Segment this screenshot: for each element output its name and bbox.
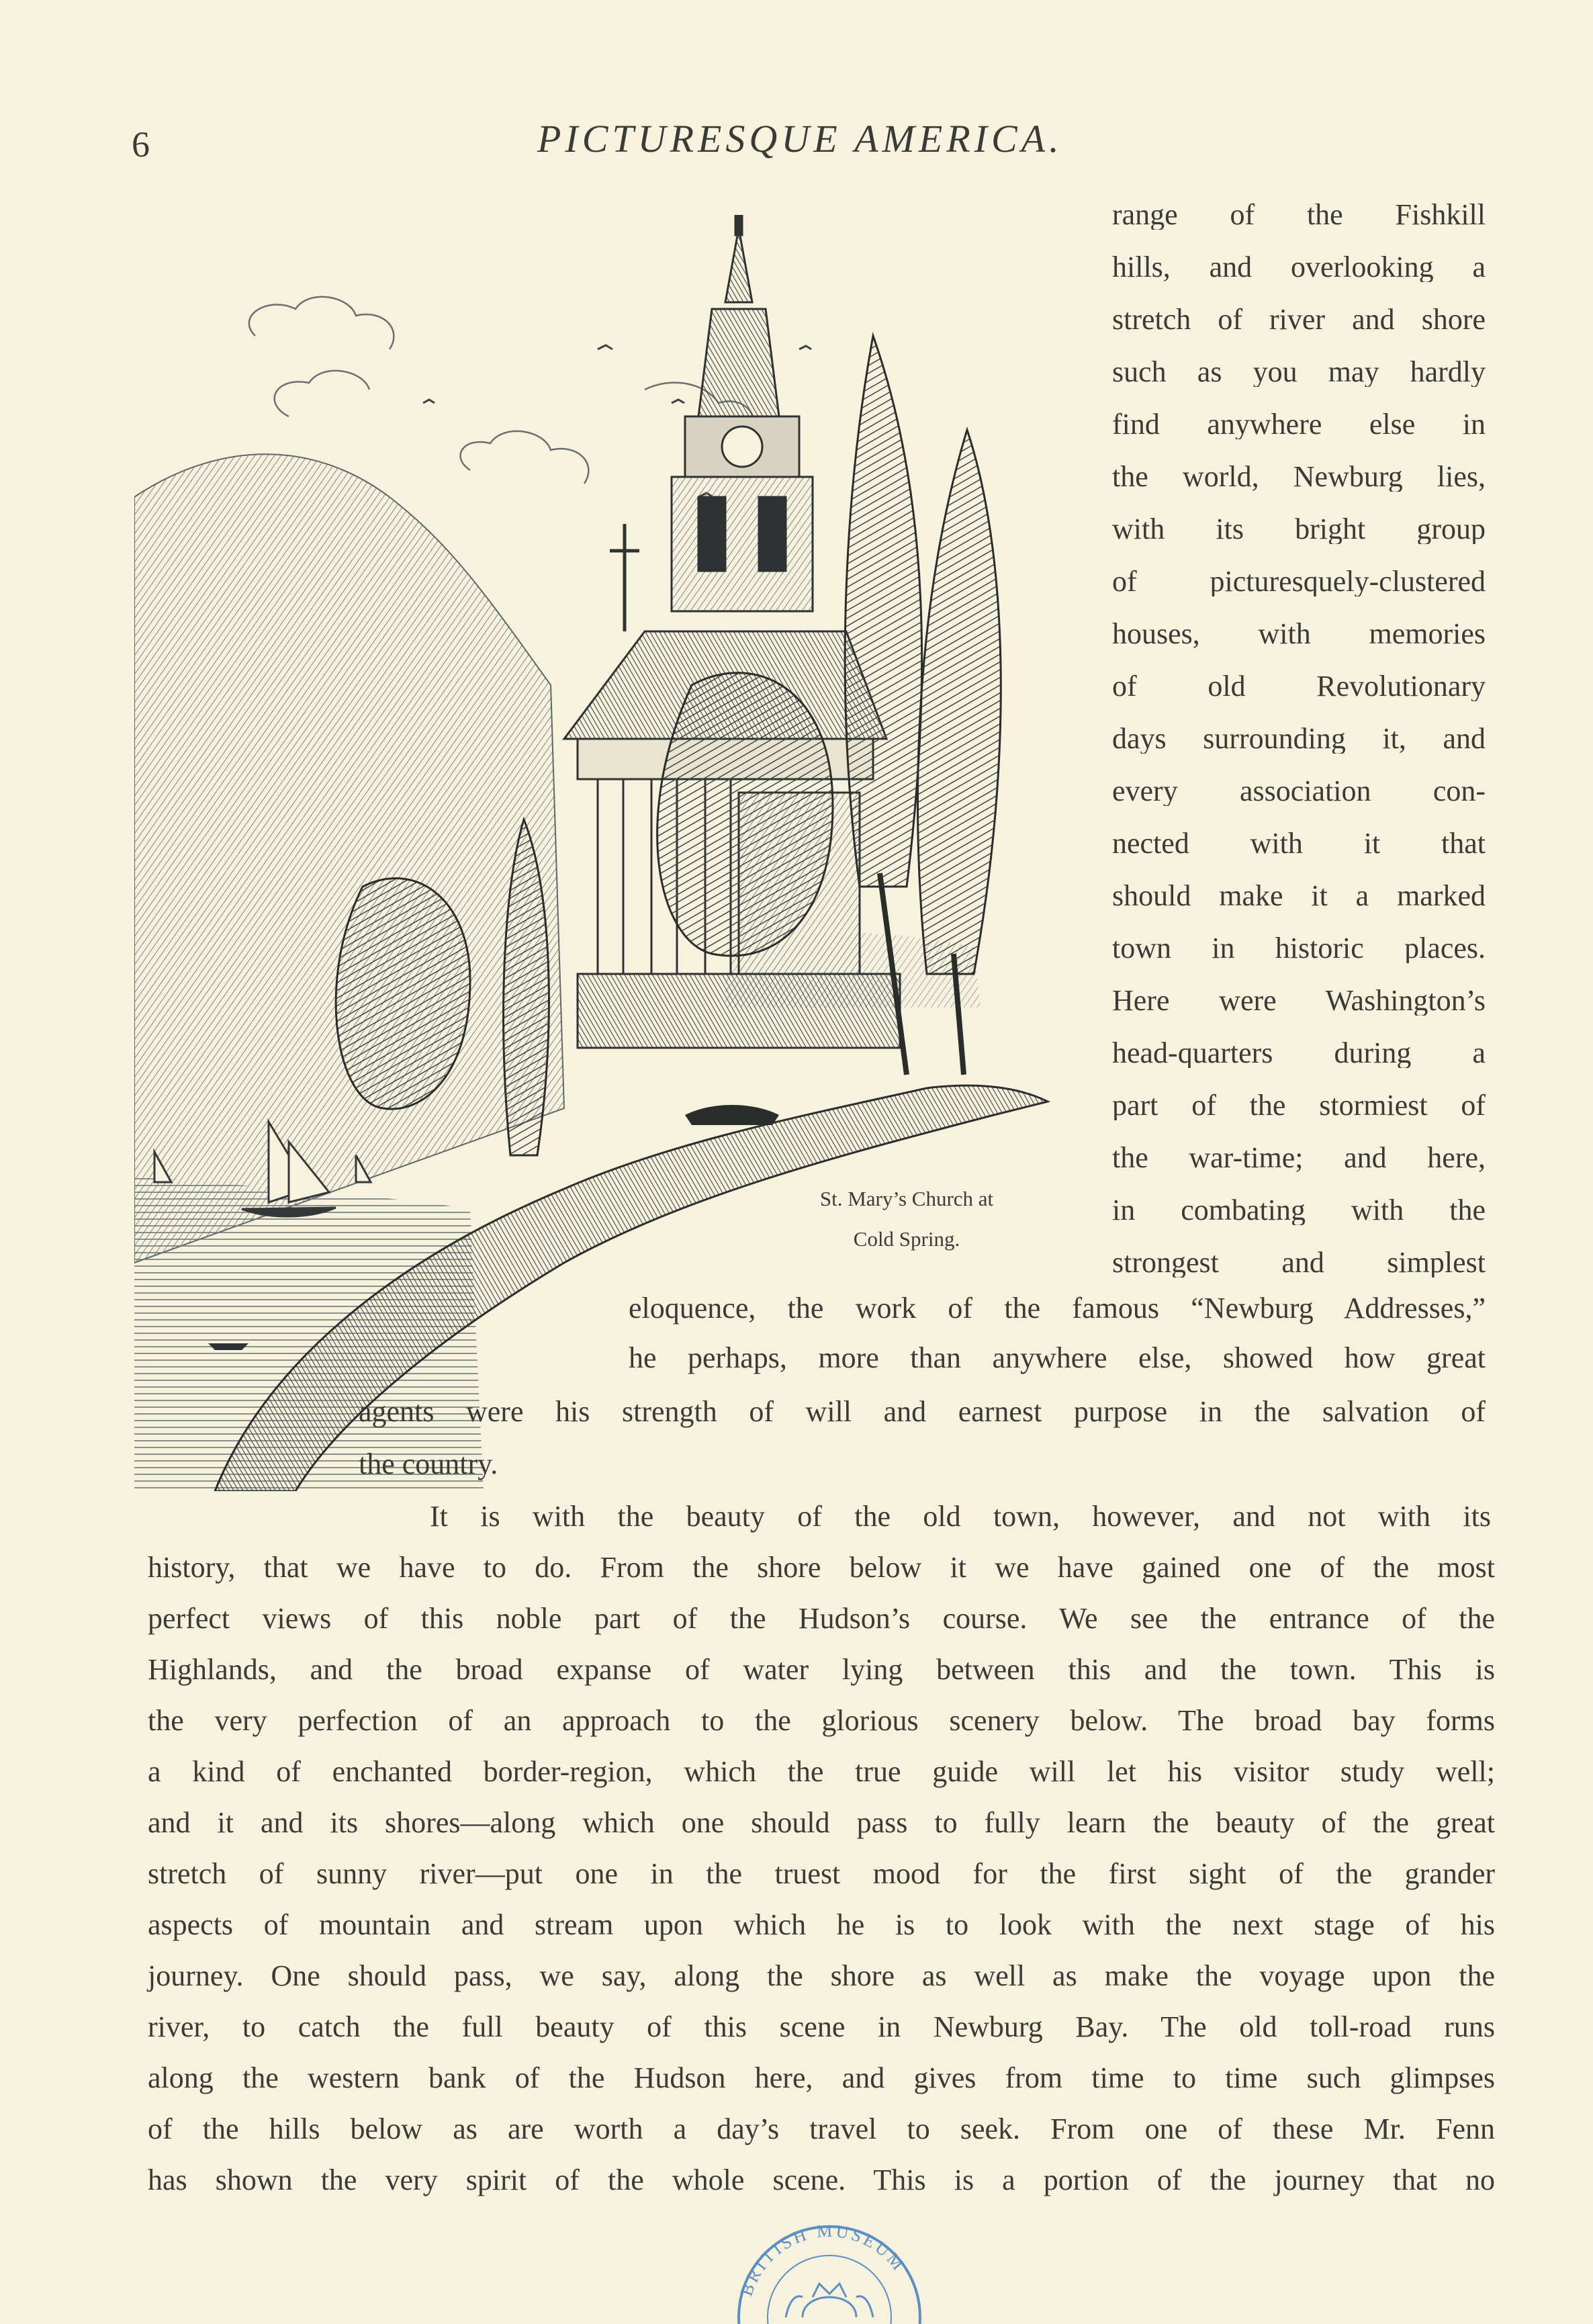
text-line: the world, Newburg lies, bbox=[1112, 462, 1486, 492]
text-line: houses, with memories bbox=[1112, 619, 1486, 649]
text-line: river, to catch the full beauty of this scene in Newburg Bay. The old toll-road runs bbox=[148, 2010, 1495, 2043]
text-line: he perhaps, more than anywhere else, showed how great bbox=[629, 1341, 1486, 1374]
text-line: history, that we have to do. From the shore below it we have gained one of the most bbox=[148, 1551, 1495, 1584]
text-line: town in historic places. bbox=[1112, 934, 1486, 963]
text-line: and it and its shores—along which one should pass to fully learn the beauty of the great bbox=[148, 1806, 1495, 1839]
text-line: agents were his strength of will and earnest purpose in the salvation of bbox=[359, 1395, 1486, 1428]
mountain bbox=[134, 454, 564, 1263]
text-line: journey. One should pass, we say, along the shore as well as make the voyage upon the bbox=[148, 1959, 1495, 1992]
text-line: the country. bbox=[359, 1447, 498, 1480]
text-line: days surrounding it, and bbox=[1112, 724, 1486, 754]
text-line: such as you may hardly bbox=[1112, 357, 1486, 387]
text-line: range of the Fishkill bbox=[1112, 200, 1486, 230]
museum-stamp bbox=[722, 2217, 937, 2324]
text-line: in combating with the bbox=[1112, 1196, 1486, 1225]
text-line: part of the stormiest of bbox=[1112, 1091, 1486, 1120]
text-line: every association con- bbox=[1112, 776, 1486, 806]
text-line: the war-time; and here, bbox=[1112, 1143, 1486, 1173]
steeple bbox=[672, 215, 813, 611]
text-line: Here were Washington’s bbox=[1112, 986, 1486, 1016]
text-line: stretch of river and shore bbox=[1112, 305, 1486, 334]
text-line: find anywhere else in bbox=[1112, 410, 1486, 439]
text-line: a kind of enchanted border-region, which the true guide will let his visitor study well; bbox=[148, 1755, 1495, 1788]
text-line: of picturesquely-clustered bbox=[1112, 567, 1486, 596]
text-line: of the hills below as are worth a day’s travel to seek. From one of these Mr. Fenn bbox=[148, 2112, 1495, 2145]
text-line: the very perfection of an approach to the glorious scenery below. The broad bay forms bbox=[148, 1704, 1495, 1737]
text-line: of old Revolutionary bbox=[1112, 672, 1486, 701]
caption-line: Cold Spring. bbox=[853, 1227, 960, 1251]
stamp-text: BRITISH MUSEUM bbox=[736, 2221, 910, 2299]
text-line: nected with it that bbox=[1112, 829, 1486, 858]
text-line: It is with the beauty of the old town, however, and not with its bbox=[430, 1500, 1491, 1533]
text-line: aspects of mountain and stream upon which he is to look with the next stage of his bbox=[148, 1908, 1495, 1941]
running-head: PICTURESQUE AMERICA. bbox=[537, 117, 1063, 161]
text-line: hills, and overlooking a bbox=[1112, 253, 1486, 282]
text-line: perfect views of this noble part of the Hudson’s course. We see the entrance of the bbox=[148, 1602, 1495, 1635]
page-number: 6 bbox=[132, 124, 150, 165]
illustration-caption bbox=[779, 1179, 1034, 1259]
text-line: stretch of sunny river—put one in the truest mood for the first sight of the grander bbox=[148, 1857, 1495, 1890]
text-line: with its bright group bbox=[1112, 515, 1486, 544]
caption-line: St. Mary’s Church at bbox=[819, 1187, 994, 1210]
clouds bbox=[249, 297, 754, 484]
text-line: has shown the very spirit of the whole scene. This is a portion of the journey that no bbox=[148, 2163, 1495, 2196]
text-line: eloquence, the work of the famous “Newburg Addresses,” bbox=[629, 1292, 1486, 1325]
text-line: along the western bank of the Hudson here, and gives from time to time such glimpses bbox=[148, 2061, 1495, 2094]
text-line: should make it a marked bbox=[1112, 881, 1486, 911]
cross bbox=[610, 524, 639, 631]
text-line: Highlands, and the broad expanse of water lying between this and the town. This is bbox=[148, 1653, 1495, 1686]
text-line: strongest and simplest bbox=[1112, 1248, 1486, 1278]
text-line: head-quarters during a bbox=[1112, 1038, 1486, 1068]
